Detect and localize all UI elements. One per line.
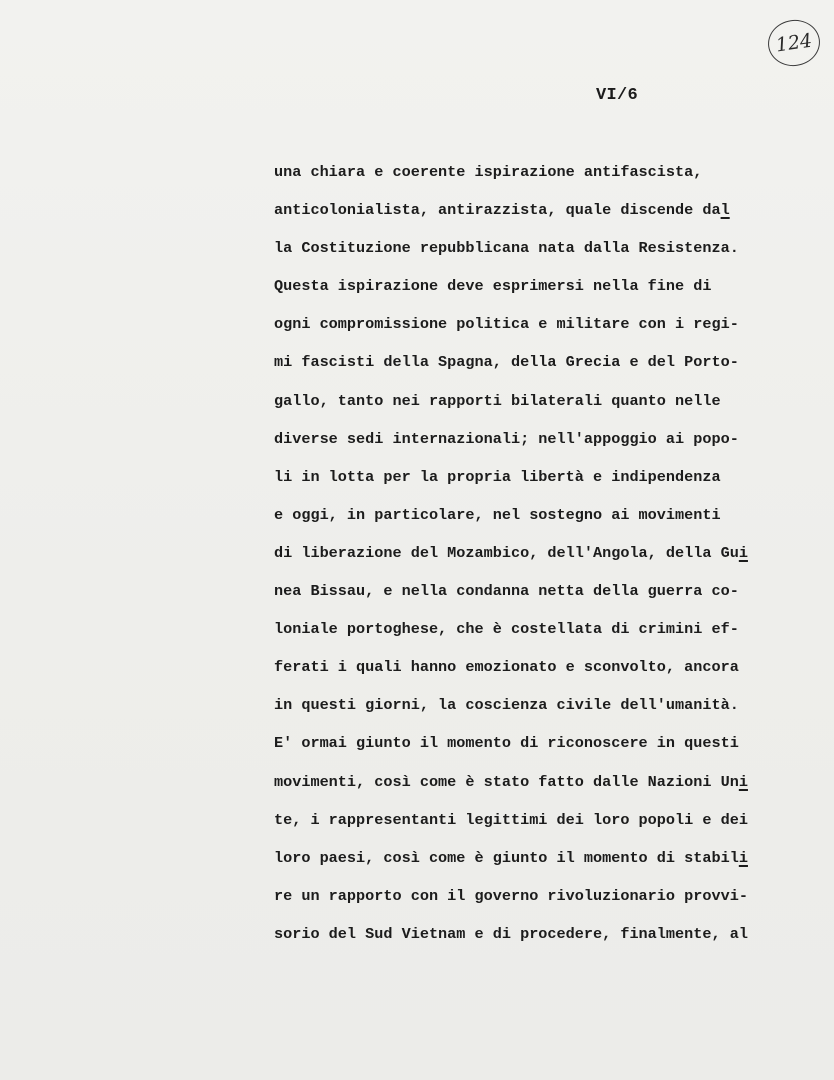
line-text: loro paesi, così come è giunto il momento di stabil (274, 848, 739, 867)
line-text: E' ormai giunto il momento di riconoscere in questi (274, 734, 739, 753)
handwritten-page-number-stamp (765, 17, 823, 70)
line-text: anticolonialista, antirazzista, quale discende da (274, 201, 721, 220)
text-line (274, 305, 794, 343)
line-text: re un rapporto con il governo rivoluzionario provvi- (274, 886, 748, 905)
text-line (274, 763, 794, 801)
text-line (274, 686, 794, 724)
text-line (274, 877, 794, 915)
section-page-label: VI/6 (596, 86, 639, 105)
text-line (274, 839, 794, 877)
underlined-hyphenation-char: l (720, 201, 730, 220)
line-text: ferati i quali hanno emozionato e sconvolto, ancora (274, 658, 739, 677)
text-line (274, 648, 794, 686)
line-text: nea Bissau, e nella condanna netta della guerra co- (274, 582, 739, 601)
text-line (274, 572, 794, 610)
body-text (274, 153, 794, 953)
text-line (274, 724, 794, 762)
line-text: in questi giorni, la coscienza civile dell'umanità. (274, 696, 739, 715)
line-text: te, i rappresentanti legittimi dei loro popoli e dei (274, 810, 748, 829)
text-line (274, 191, 794, 229)
text-line (274, 496, 794, 534)
line-text: mi fascisti della Spagna, della Grecia e del Porto- (274, 353, 739, 372)
text-line (274, 343, 794, 381)
text-line (274, 801, 794, 839)
text-line (274, 915, 794, 953)
text-line (274, 229, 794, 267)
line-text: e oggi, in particolare, nel sostegno ai movimenti (274, 505, 721, 524)
line-text: li in lotta per la propria libertà e indipendenza (274, 467, 721, 486)
text-line (274, 610, 794, 648)
line-text: una chiara e coerente ispirazione antifascista, (274, 163, 703, 181)
line-text: ogni compromissione politica e militare con i regi- (274, 315, 739, 334)
line-text: la Costituzione repubblicana nata dalla Resistenza. (274, 239, 739, 258)
line-text: movimenti, così come è stato fatto dalle Nazioni Un (274, 772, 739, 791)
text-line (274, 153, 794, 191)
line-text: diverse sedi internazionali; nell'appoggio ai popo- (274, 429, 739, 448)
line-text: di liberazione del Mozambico, dell'Angola, della Gu (274, 543, 739, 562)
text-line (274, 267, 794, 305)
underlined-hyphenation-char: i (738, 543, 748, 562)
text-line (274, 382, 794, 420)
text-line (274, 420, 794, 458)
page-number-stamp-text: 124 (774, 29, 814, 57)
underlined-hyphenation-char: i (738, 772, 748, 791)
line-text: gallo, tanto nei rapporti bilaterali quanto nelle (274, 391, 721, 410)
underlined-hyphenation-char: i (738, 848, 748, 867)
text-line (274, 458, 794, 496)
text-line (274, 534, 794, 572)
line-text: sorio del Sud Vietnam e di procedere, finalmente, al (274, 924, 748, 943)
line-text: Questa ispirazione deve esprimersi nella fine di (274, 277, 712, 296)
line-text: loniale portoghese, che è costellata di crimini ef- (274, 620, 739, 639)
